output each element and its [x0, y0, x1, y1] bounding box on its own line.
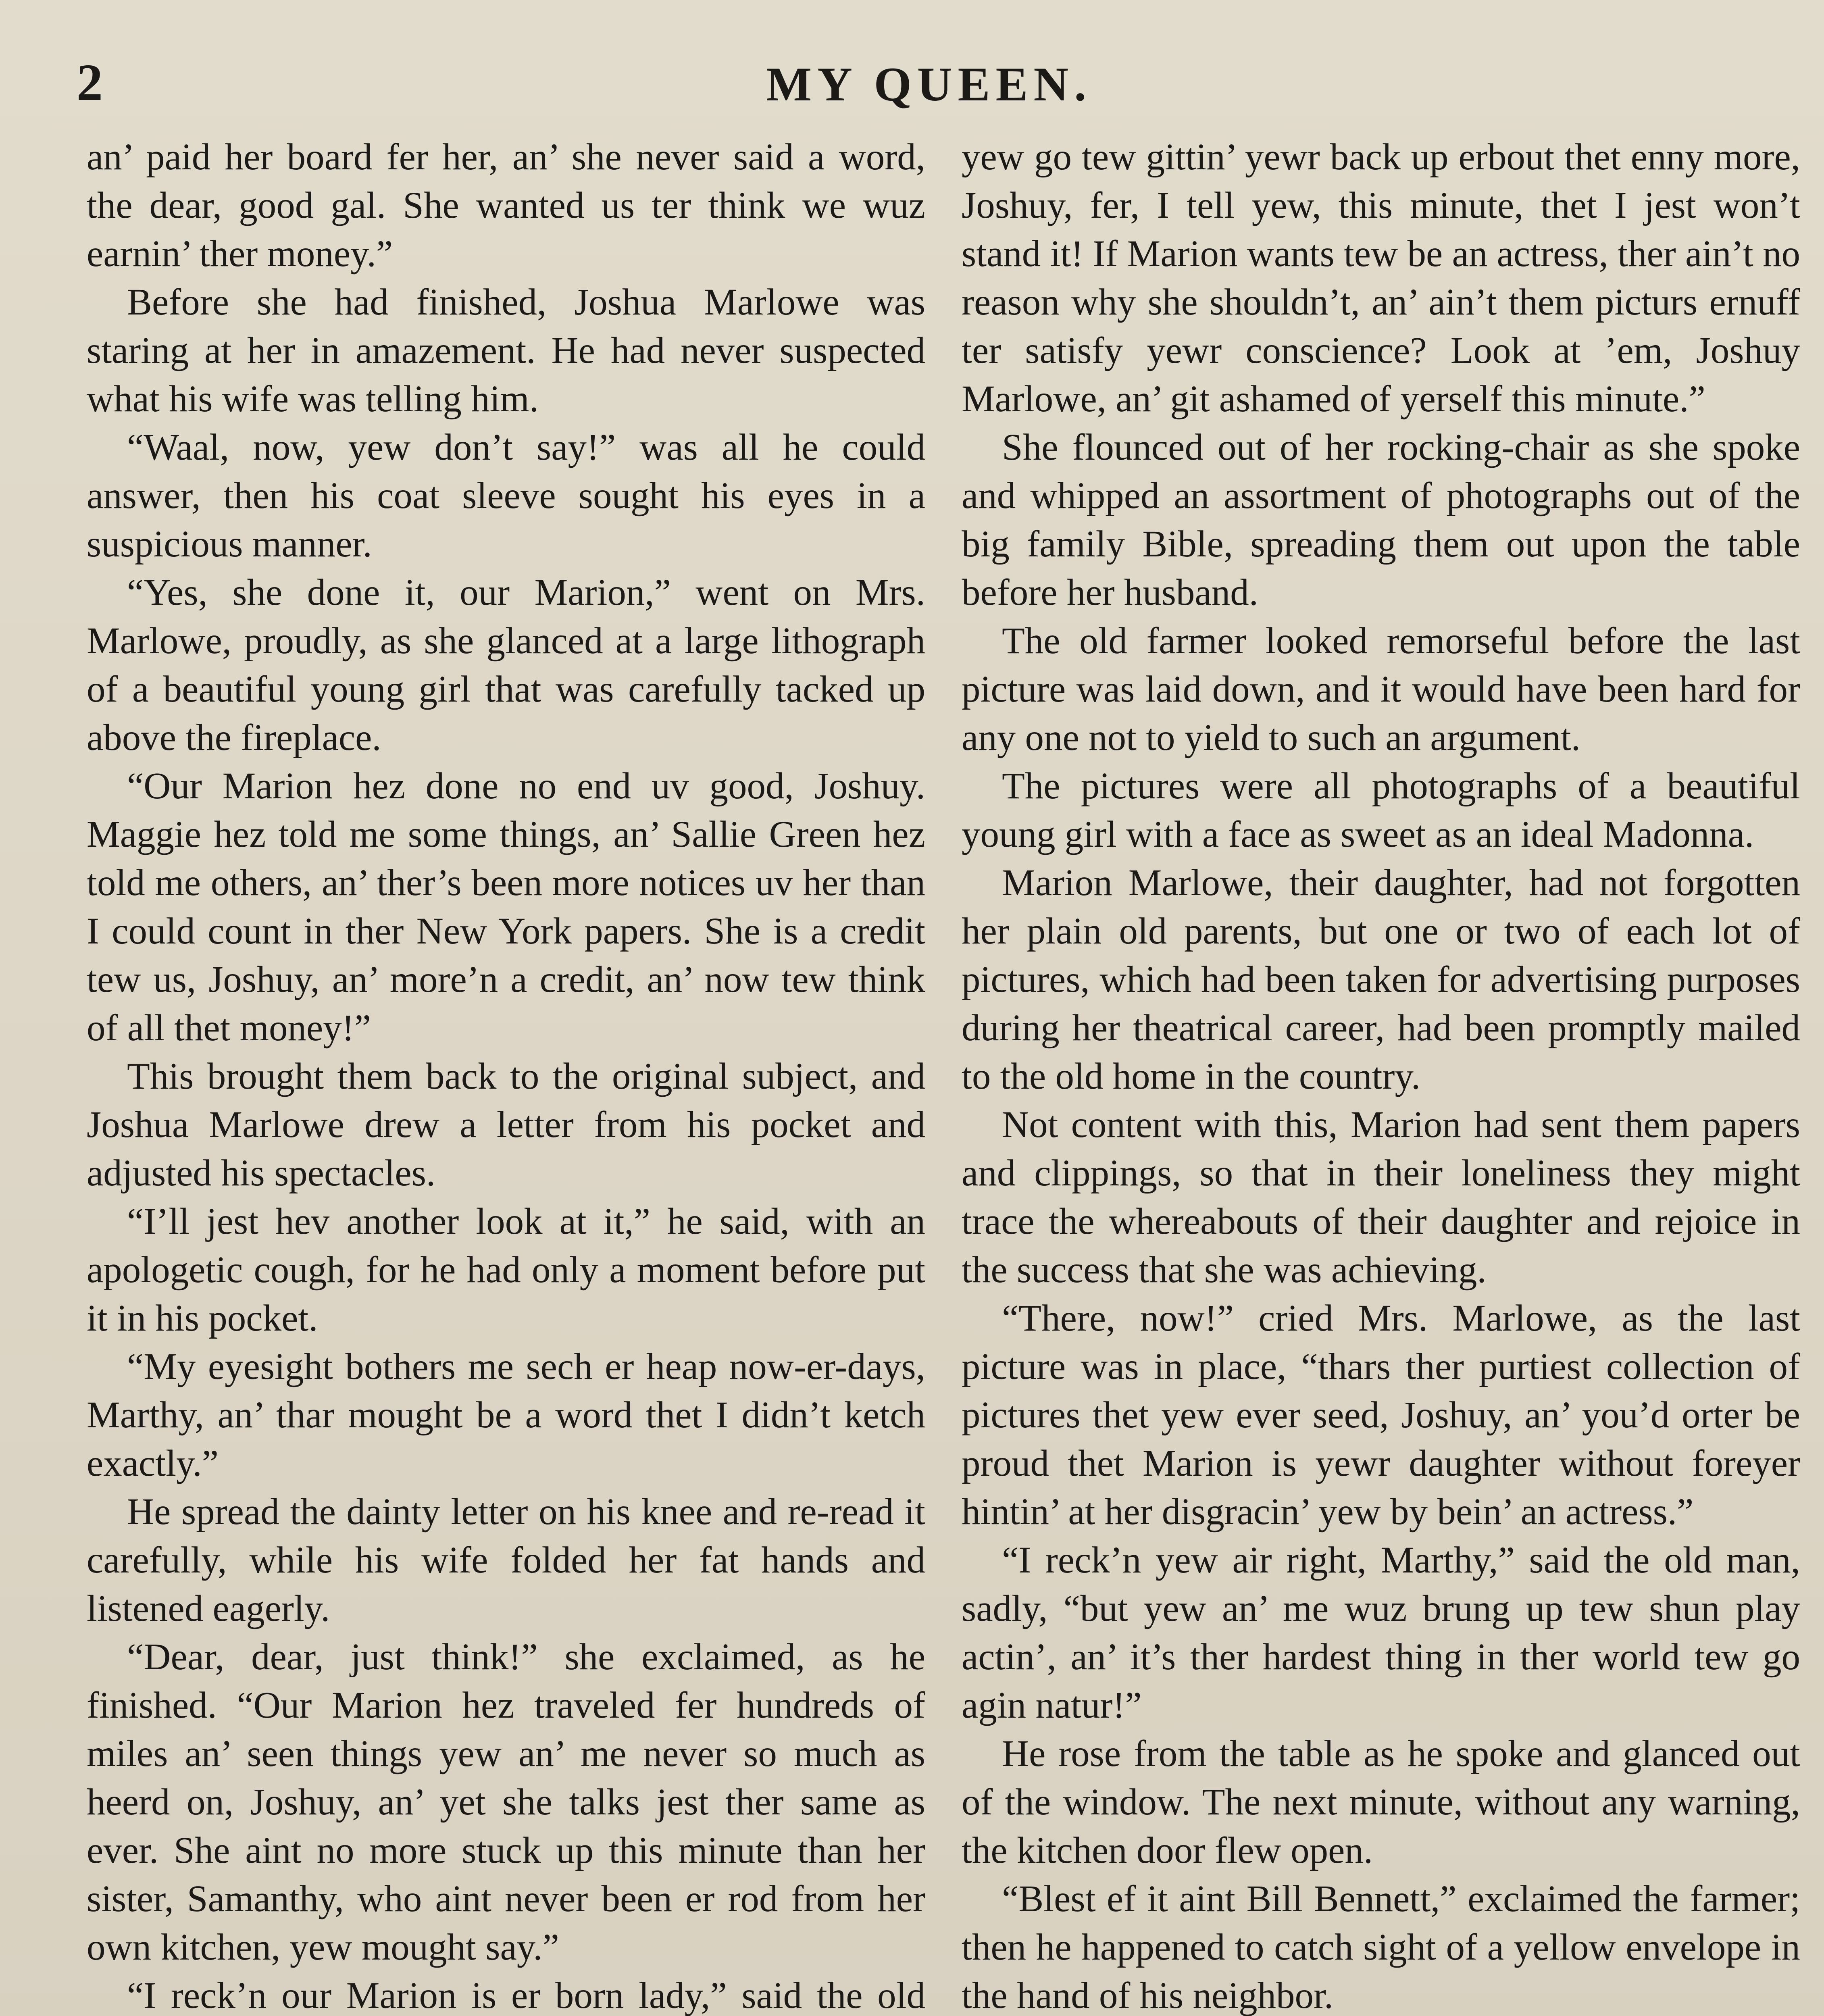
right-column — [962, 133, 1800, 2016]
page-number: 2 — [77, 54, 103, 112]
running-head: MY QUEEN. — [766, 57, 1092, 111]
paragraph: “There, now!” cried Mrs. Marlowe, as the last picture was in place, “thars ther purtiest collection of pictures thet yew ever seed, Joshuy, an’ you’d orter be proud thet Marion is yewr daughter without foreyer hintin’ at her disgracin’ yew by bein’ an actress.” — [962, 1297, 1800, 1533]
paragraph: “Waal, now, yew don’t say!” was all he could answer, then his coat sleeve sought his eyes in a suspicious manner. — [87, 427, 925, 565]
left-column — [87, 133, 925, 2016]
paragraph: Not content with this, Marion had sent them papers and clippings, so that in their loneliness they might trace the whereabouts of their daughter and rejoice in the success that she was achieving. — [962, 1104, 1800, 1291]
paragraph: “Blest ef it aint Bill Bennett,” exclaimed the farmer; then he happened to catch sight of a yellow envelope in the hand of his neighbor. — [962, 1878, 1800, 2016]
paragraph: “I reck’n our Marion is er born lady,” said the old — [127, 1975, 925, 2016]
paragraph: an’ paid her board fer her, an’ she never said a word, the dear, good gal. She wanted us ter think we wuz earnin’ ther money.” — [87, 136, 925, 275]
paragraph: “I’ll jest hev another look at it,” he said, with an apologetic cough, for he had only a moment before put it in his pocket. — [87, 1201, 925, 1339]
paragraph: “Our Marion hez done no end uv good, Joshuy. Maggie hez told me some things, an’ Sallie Green hez told me others, an’ ther’s been more notices uv her than I could count in ther New York papers. She is a credit tew us, Joshuy, an’ more’n a credit, an’ now tew think of all thet money!” — [87, 765, 925, 1049]
page-header — [0, 36, 1824, 125]
paragraph: “My eyesight bothers me sech er heap now-er-days, Marthy, an’ thar mought be a word thet I didn’t ketch exactly.” — [87, 1346, 925, 1484]
paragraph: “Yes, she done it, our Marion,” went on Mrs. Marlowe, proudly, as she glanced at a large lithograph of a beautiful young girl that was carefully tacked up above the fireplace. — [87, 572, 925, 758]
paragraph: Marion Marlowe, their daughter, had not forgotten her plain old parents, but one or two of each lot of pictures, which had been taken for advertising purposes during her theatrical career, had been promptly mailed to the old home in the country. — [962, 862, 1800, 1097]
paragraph: He rose from the table as he spoke and glanced out of the window. The next minute, without any warning, the kitchen door flew open. — [962, 1733, 1800, 1871]
paragraph: This brought them back to the original subject, and Joshua Marlowe drew a letter from his pocket and adjusted his spectacles. — [87, 1056, 925, 1194]
paragraph: yew go tew gittin’ yewr back up erbout thet enny more, Joshuy, fer, I tell yew, this minute, thet I jest won’t stand it! If Marion wants tew be an actress, ther ain’t no reason why she shouldn’t, an’ ain’t them picturs ernuff ter satisfy yewr conscience? Look at ’em, Joshuy Marlowe, an’ git ashamed of yerself this minute.” — [962, 136, 1800, 420]
paragraph: Before she had finished, Joshua Marlowe was staring at her in amazement. He had never suspected what his wife was telling him. — [87, 281, 925, 420]
paragraph: The old farmer looked remorseful before the last picture was laid down, and it would have been hard for any one not to yield to such an argument. — [962, 620, 1800, 758]
paragraph: He spread the dainty letter on his knee and re-read it carefully, while his wife folded her fat hands and listened eagerly. — [87, 1491, 925, 1629]
paragraph: “I reck’n yew air right, Marthy,” said the old man, sadly, “but yew an’ me wuz brung up tew shun play actin’, an’ it’s ther hardest thing in ther world tew go agin natur!” — [962, 1539, 1800, 1726]
paragraph: The pictures were all photographs of a beautiful young girl with a face as sweet as an ideal Madonna. — [962, 765, 1800, 855]
paragraph: She flounced out of her rocking-chair as she spoke and whipped an assortment of photographs out of the big family Bible, spreading them out upon the table before her husband. — [962, 427, 1800, 613]
paragraph: “Dear, dear, just think!” she exclaimed, as he finished. “Our Marion hez traveled fer hundreds of miles an’ seen things yew an’ me never so much as heerd on, Joshuy, an’ yet she talks jest ther same as ever. She aint no more stuck up this minute than her sister, Samanthy, who aint never been er rod from her own kitchen, yew mought say.” — [87, 1636, 925, 1968]
